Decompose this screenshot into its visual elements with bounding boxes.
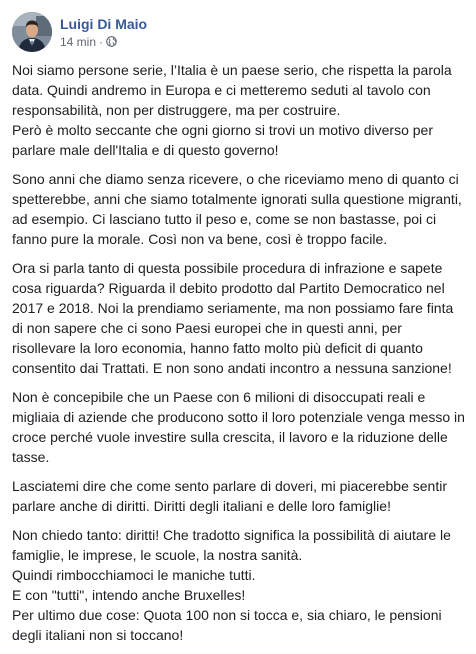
post-subline [60, 34, 147, 50]
globe-icon[interactable] [106, 36, 117, 47]
separator-dot: · [99, 34, 104, 49]
post-paragraph: Non è concepibile che un Paese con 6 milioni di disoccupati reali e migliaia di aziende che producono sotto il loro potenziale venga messo in croce perché vuole investire sulla crescita, il lavoro e la riduzione delle tasse. [12, 389, 465, 465]
post-header [12, 12, 147, 52]
post-paragraph: Non chiedo tanto: diritti! Che tradotto significa la possibilità di aiutare le famiglie, le imprese, le scuole, la nostra sanità. Quindi rimbocchiamoci le maniche tutti. E con "tutti", intendo anche Bruxelles! Per ultimo due cose: Quota 100 non si tocca e, sia chiaro, le pensioni degli italiani non si toccano! [12, 527, 451, 643]
post-timestamp[interactable]: 14 min [60, 34, 97, 49]
post-meta [60, 15, 147, 50]
profile-photo [12, 12, 52, 52]
post-paragraph: Noi siamo persone serie, l’Italia è un paese serio, che rispetta la parola data. Quindi andremo in Europa e ci metteremo seduti al tavolo con responsabilità, non per distruggere, ma per costruire. Però è molto seccante che ogni giorno si trovi un motivo diverso per parlare male dell'Italia e di questo governo! [12, 62, 452, 158]
post-paragraph: Sono anni che diamo senza ricevere, o che riceviamo meno di quanto ci spetterebbe, anni che siamo totalmente ignorati sulla questione migranti, ad esempio. Ci lasciano tutto il peso e, come se non bastasse, poi ci fanno pure la morale. Così non va bene, così è troppo facile. [12, 171, 462, 247]
author-name[interactable]: Luigi Di Maio [60, 15, 148, 32]
post-body [12, 60, 468, 654]
post-paragraph: Lasciatemi dire che come sento parlare di doveri, mi piacerebbe sentir parlare anche di diritti. Diritti degli italiani e delle loro famiglie! [12, 478, 447, 514]
avatar[interactable] [12, 12, 52, 52]
post-paragraph: Ora si parla tanto di questa possibile procedura di infrazione e sapete cosa riguarda? Riguarda il debito prodotto dal Partito Democratico nel 2017 e 2018. Noi la prendiamo seriamente, ma non possiamo fare finta di non sapere che ci sono Paesi europei che in questi anni, per risollevare la loro economia, hanno fatto molto più deficit di quanto consentito dai Trattati. E non sono andati incontro a nessuna sanzione! [12, 260, 454, 376]
